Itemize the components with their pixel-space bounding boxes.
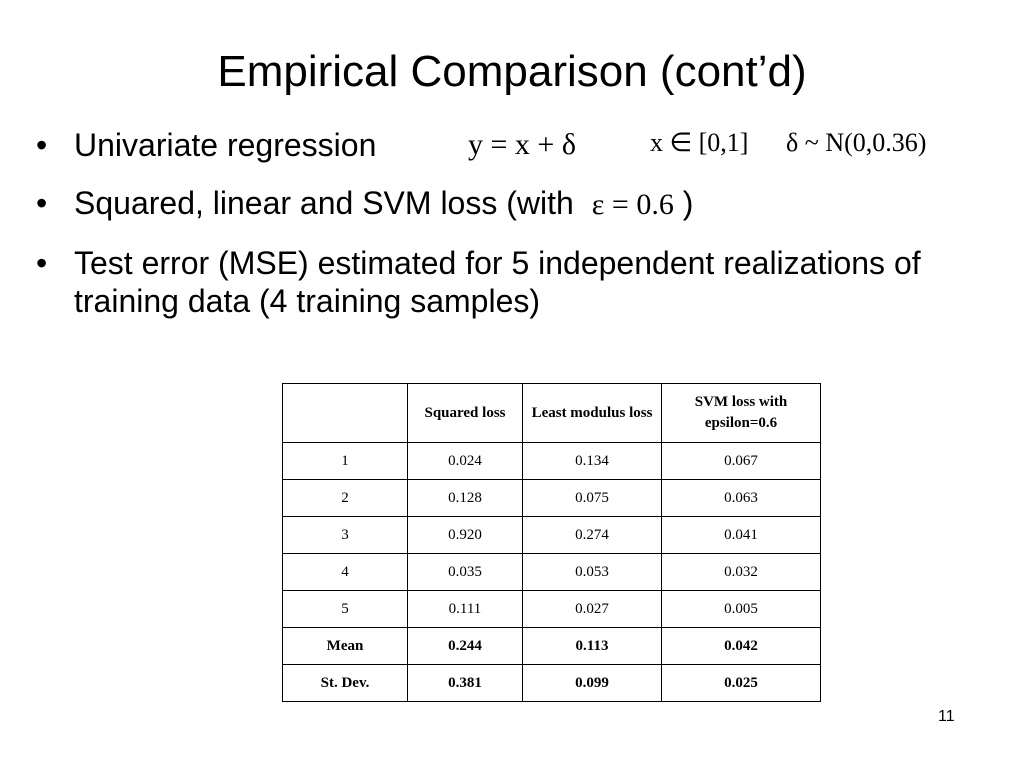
table-cell: 0.063: [662, 480, 821, 517]
table-header-row: [283, 384, 821, 443]
table-cell: 0.244: [408, 628, 523, 665]
table-cell: St. Dev.: [283, 665, 408, 702]
table-row: [283, 480, 821, 517]
table-row-stdev: [283, 665, 821, 702]
table-row: [283, 443, 821, 480]
table-cell: 1: [283, 443, 408, 480]
table-cell: 4: [283, 554, 408, 591]
table-header-cell: Least modulus loss: [523, 384, 662, 443]
bullet-text: Test error (MSE) estimated for 5 independent realizations of training data (4 training samples): [74, 245, 921, 319]
table-cell: 2: [283, 480, 408, 517]
table-cell: 0.027: [523, 591, 662, 628]
epsilon-formula: ε = 0.6: [591, 188, 674, 221]
table-cell: 0.128: [408, 480, 523, 517]
table-cell: 0.134: [523, 443, 662, 480]
bullet-dot: •: [36, 185, 48, 221]
table-header-cell: Squared loss: [408, 384, 523, 443]
bullet-item-loss: [34, 184, 994, 224]
table-cell: 0.025: [662, 665, 821, 702]
table-header-cell: [283, 384, 408, 443]
bullet-item-test-error: [34, 244, 994, 320]
x-domain-formula: x ∈ [0,1]: [650, 128, 749, 157]
bullet-dot: •: [36, 127, 48, 163]
table-cell: 0.920: [408, 517, 523, 554]
bullet-text: Squared, linear and SVM loss (with: [74, 185, 574, 221]
page-number: 11: [938, 708, 955, 725]
bullet-item-univariate: [34, 126, 994, 164]
slide-title: Empirical Comparison (cont’d): [217, 47, 807, 96]
table-cell: 0.041: [662, 517, 821, 554]
table-cell: 0.024: [408, 443, 523, 480]
table-cell: 0.113: [523, 628, 662, 665]
bullet-list: [34, 126, 994, 340]
bullet-dot: •: [36, 245, 48, 281]
noise-formula: δ ~ N(0,0.36): [786, 128, 927, 157]
regression-formula: y = x + δ: [468, 128, 576, 161]
table-cell: 0.111: [408, 591, 523, 628]
table-header-cell: SVM loss with epsilon=0.6: [662, 384, 821, 443]
results-table: [282, 383, 821, 702]
table-cell: 3: [283, 517, 408, 554]
table-cell: 0.274: [523, 517, 662, 554]
table-row: [283, 554, 821, 591]
table-cell: 0.075: [523, 480, 662, 517]
bullet-close-paren: ): [682, 185, 694, 221]
table-cell: 0.099: [523, 665, 662, 702]
table-cell: 5: [283, 591, 408, 628]
table-row: [283, 591, 821, 628]
table-cell: 0.381: [408, 665, 523, 702]
table-cell: 0.032: [662, 554, 821, 591]
bullet-text: Univariate regression: [74, 127, 377, 163]
results-table-container: [282, 383, 821, 702]
table-row: [283, 517, 821, 554]
table-cell: 0.067: [662, 443, 821, 480]
table-cell: 0.042: [662, 628, 821, 665]
table-row-mean: [283, 628, 821, 665]
table-cell: 0.053: [523, 554, 662, 591]
table-cell: 0.005: [662, 591, 821, 628]
table-cell: 0.035: [408, 554, 523, 591]
table-cell: Mean: [283, 628, 408, 665]
